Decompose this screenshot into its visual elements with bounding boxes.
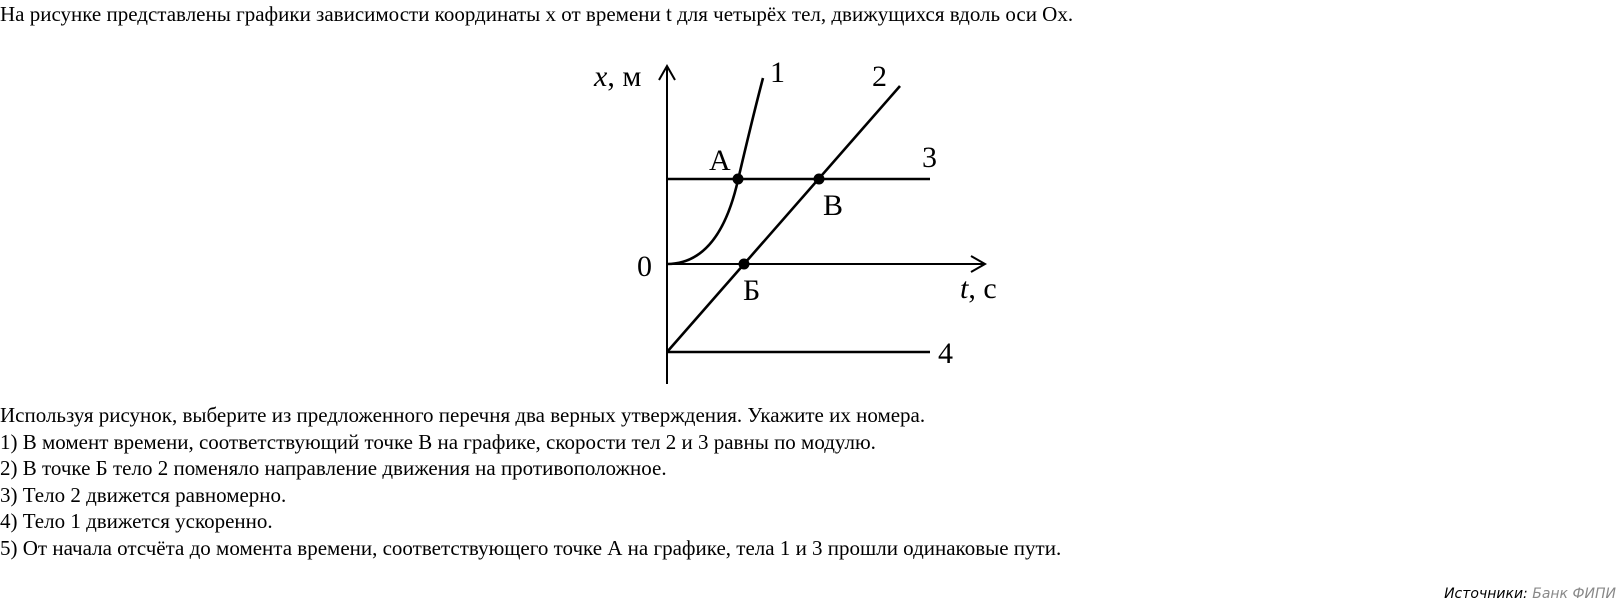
source-link[interactable]: Банк ФИПИ (1532, 586, 1616, 602)
option-5: 5) От начала отсчёта до момента времени, соответствующего точке А на графике, тела 1 и 3 прошли одинаковые пути. (0, 535, 1062, 560)
option-1: 1) В момент времени, соответствующий точке В на графике, скорости тел 2 и 3 равны по модулю. (0, 429, 876, 454)
point-b-dot (739, 259, 750, 270)
y-axis-label (593, 60, 641, 93)
graph-2-label: 2 (872, 60, 887, 93)
source-label: Источники: (1444, 586, 1528, 602)
origin-label: 0 (637, 250, 652, 283)
point-b-label: Б (743, 274, 761, 307)
option-2: 2) В точке Б тело 2 поменяло направление движения на противоположное. (0, 456, 667, 481)
question-text: Используя рисунок, выберите из предложенного перечня два верных утверждения. Укажите их номера. (0, 403, 926, 427)
t-axis-label (960, 272, 997, 305)
graph-1-label: 1 (770, 56, 785, 89)
option-3: 3) Тело 2 движется равномерно. (0, 482, 287, 507)
intro-text: На рисунке представлены графики зависимости координаты x от времени t для четырёх тел, движущихся вдоль оси Ox. (0, 2, 1074, 26)
graph-4-label: 4 (938, 337, 953, 370)
point-a-dot (733, 174, 744, 185)
graph-2-line (667, 86, 900, 352)
y-axis-unit: , м (607, 60, 642, 93)
task-block (0, 402, 1061, 562)
y-axis-var: x (594, 60, 608, 93)
point-v-dot (814, 174, 825, 185)
point-a-label: А (709, 144, 731, 177)
point-v-label: В (823, 189, 844, 222)
graph-3-label: 3 (922, 141, 937, 174)
option-4: 4) Тело 1 движется ускоренно. (0, 509, 273, 534)
source-line (1444, 585, 1616, 603)
t-axis-var: t (960, 272, 969, 305)
t-axis-unit: , с (968, 272, 997, 305)
